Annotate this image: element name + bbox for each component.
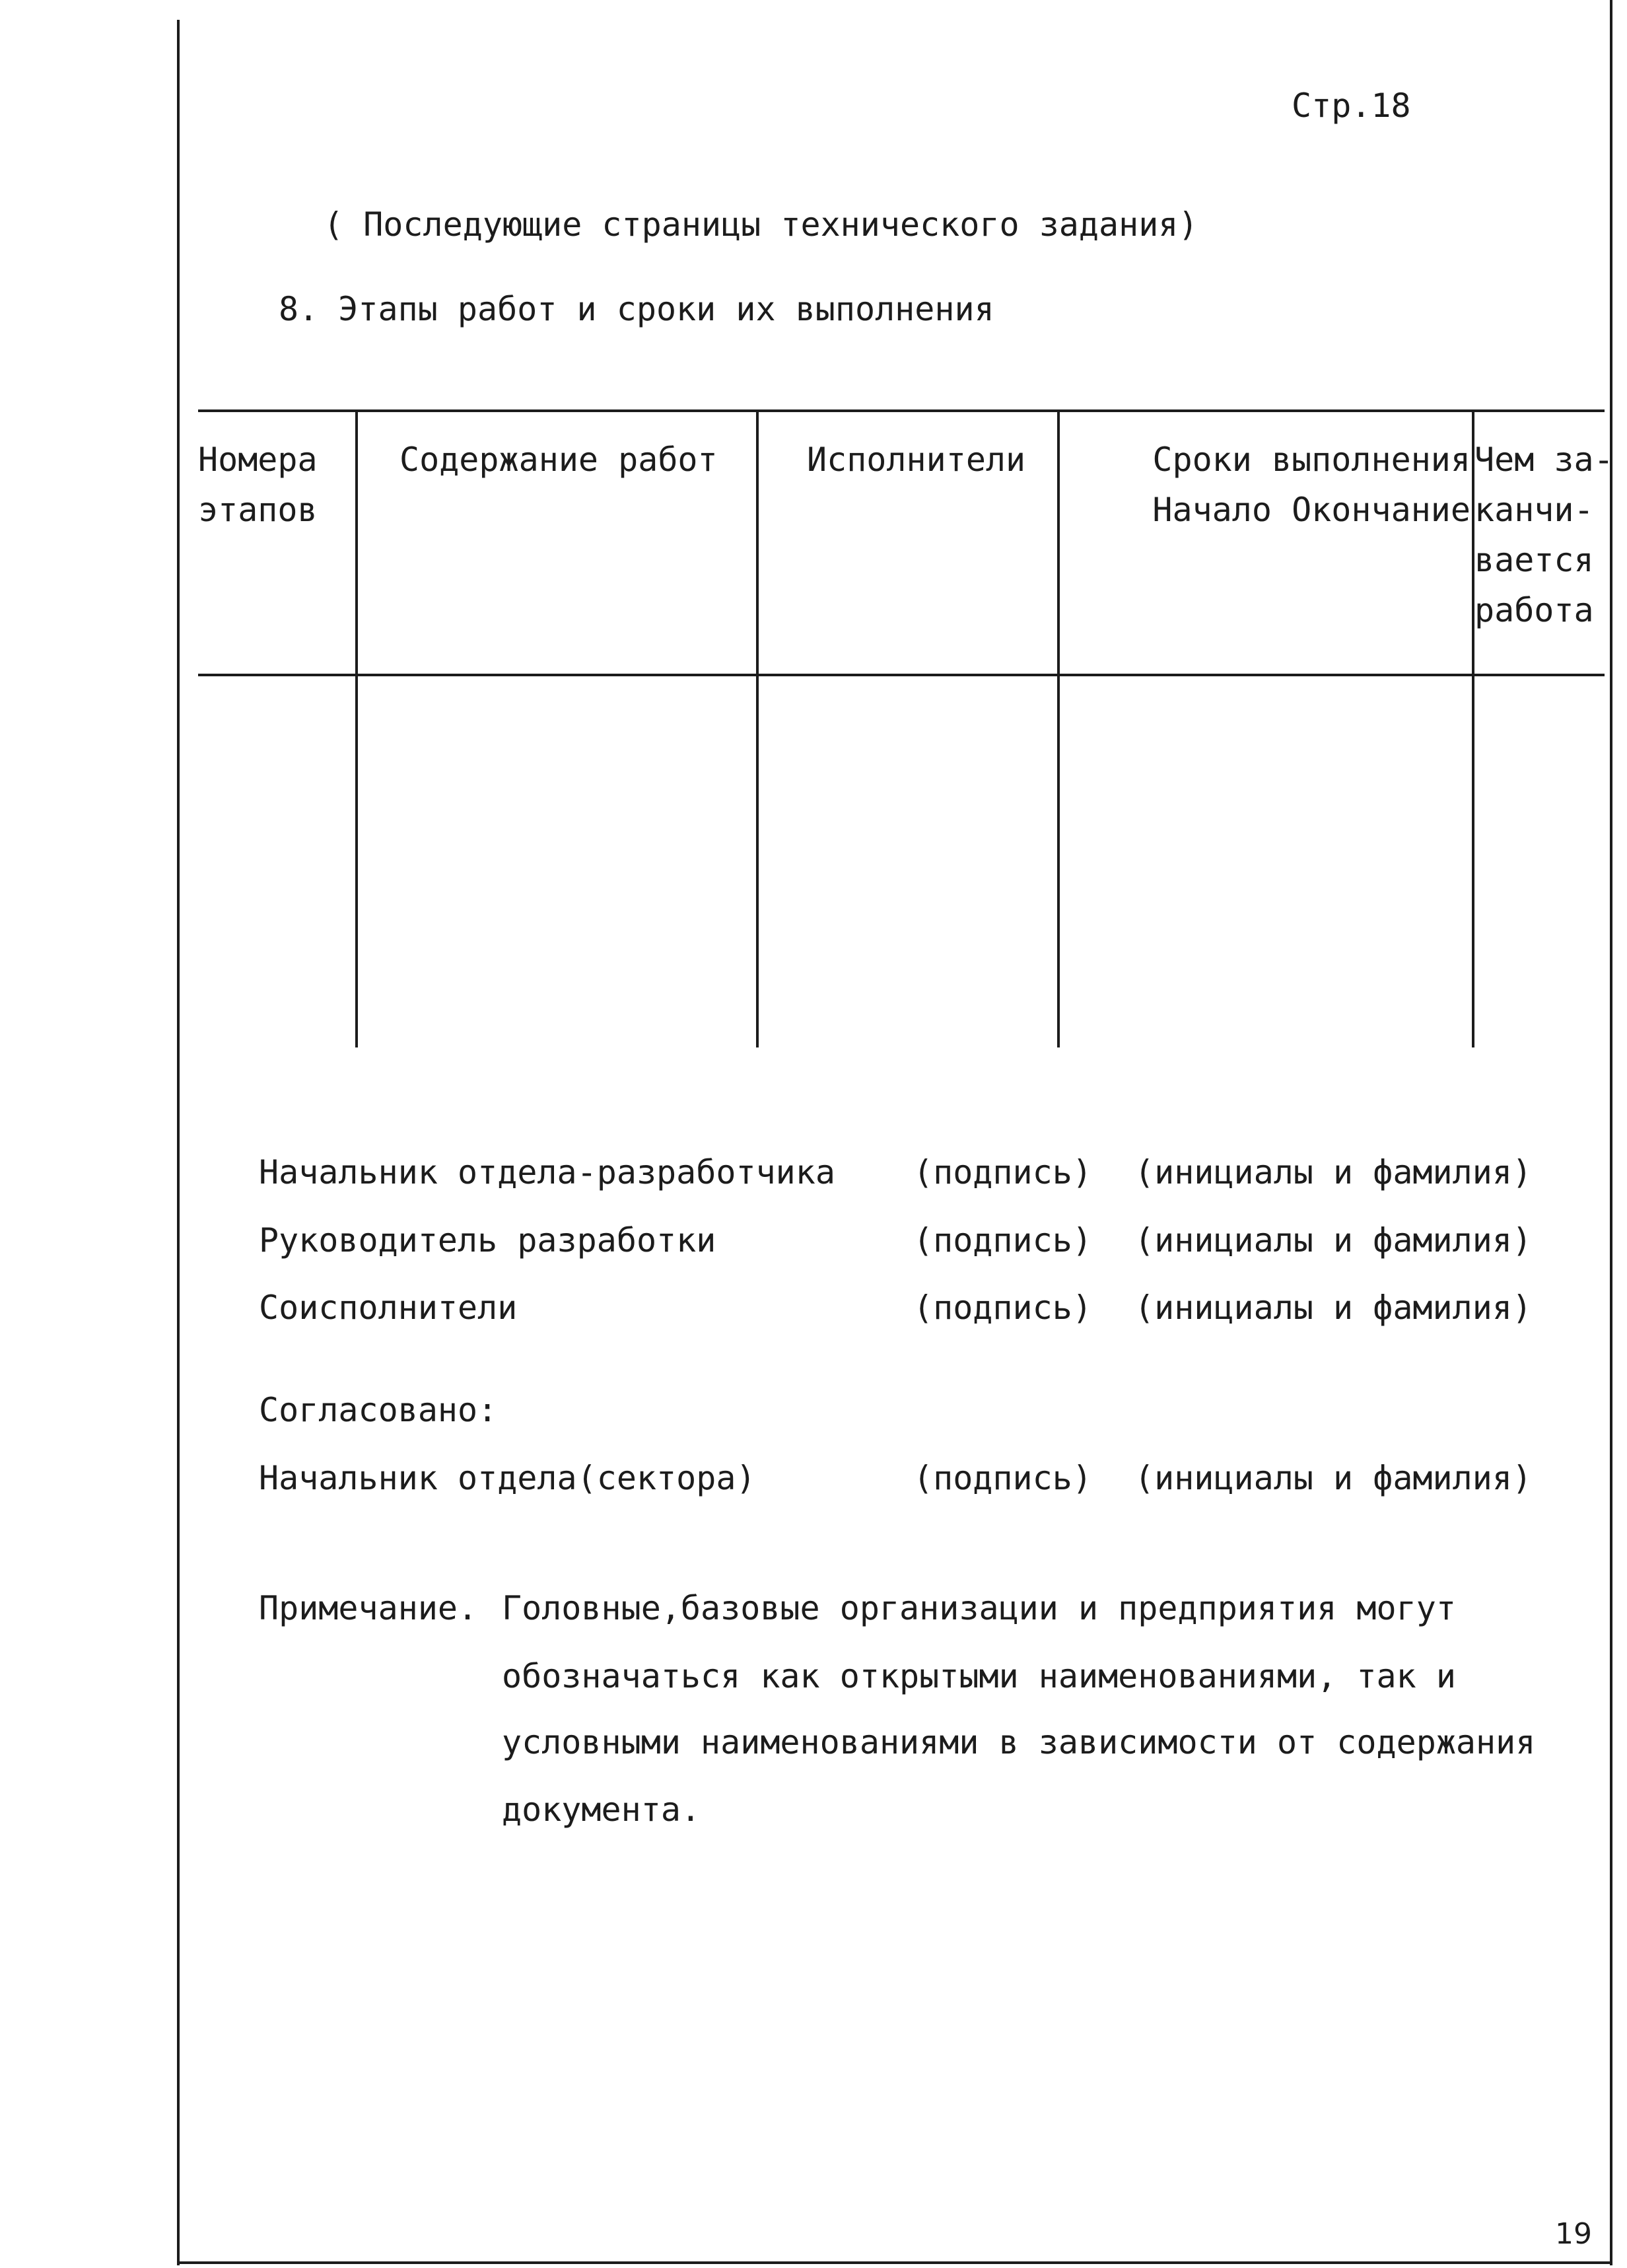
signature-name: (инициалы и фамилия)	[1134, 1153, 1533, 1191]
page-number: 19	[1555, 2217, 1592, 2251]
right-border	[1610, 0, 1612, 2265]
section-heading: 8. Этапы работ и сроки их выполнения	[279, 290, 994, 328]
signature-role: Начальник отдела-разработчика	[259, 1153, 835, 1191]
table-col-divider-2	[756, 409, 759, 1047]
signature-sign: (подпись)	[913, 1459, 1092, 1497]
signature-name: (инициалы и фамилия)	[1134, 1289, 1533, 1327]
table-col-divider-1	[355, 409, 358, 1047]
subtitle: ( Последующие страницы технического задания)	[324, 205, 1198, 244]
left-border	[177, 20, 180, 2265]
signature-role: Руководитель разработки	[259, 1221, 716, 1259]
note-line: обозначаться как открытыми наименованиями, так и	[502, 1657, 1456, 1695]
page-label: Стр.18	[1292, 87, 1411, 125]
table-header-rule	[198, 674, 1605, 676]
agreed-label: Согласовано:	[259, 1391, 498, 1429]
bottom-border	[177, 2261, 1612, 2264]
header-completion: Чем за- канчи- вается работа	[1474, 441, 1614, 629]
note-line: условными наименованиями в зависимости от содержания	[502, 1723, 1536, 1761]
header-stage-numbers: Номера этапов	[198, 441, 318, 529]
signature-sign: (подпись)	[913, 1153, 1092, 1191]
note-line: документа.	[502, 1790, 701, 1829]
header-deadlines: Сроки выполнения Начало Окончание	[1152, 441, 1471, 529]
header-executors: Исполнители	[807, 441, 1026, 479]
signature-sign: (подпись)	[913, 1289, 1092, 1327]
table-top-rule	[198, 409, 1605, 412]
signature-name: (инициалы и фамилия)	[1134, 1221, 1533, 1259]
signature-sign: (подпись)	[913, 1221, 1092, 1259]
signature-role: Соисполнители	[259, 1289, 518, 1327]
header-work-content: Содержание работ	[399, 441, 718, 479]
signature-role: Начальник отдела(сектора)	[259, 1459, 756, 1497]
note-label: Примечание.	[259, 1589, 478, 1627]
signature-name: (инициалы и фамилия)	[1134, 1459, 1533, 1497]
note-line: Головные,базовые организации и предприятия могут	[502, 1589, 1456, 1627]
